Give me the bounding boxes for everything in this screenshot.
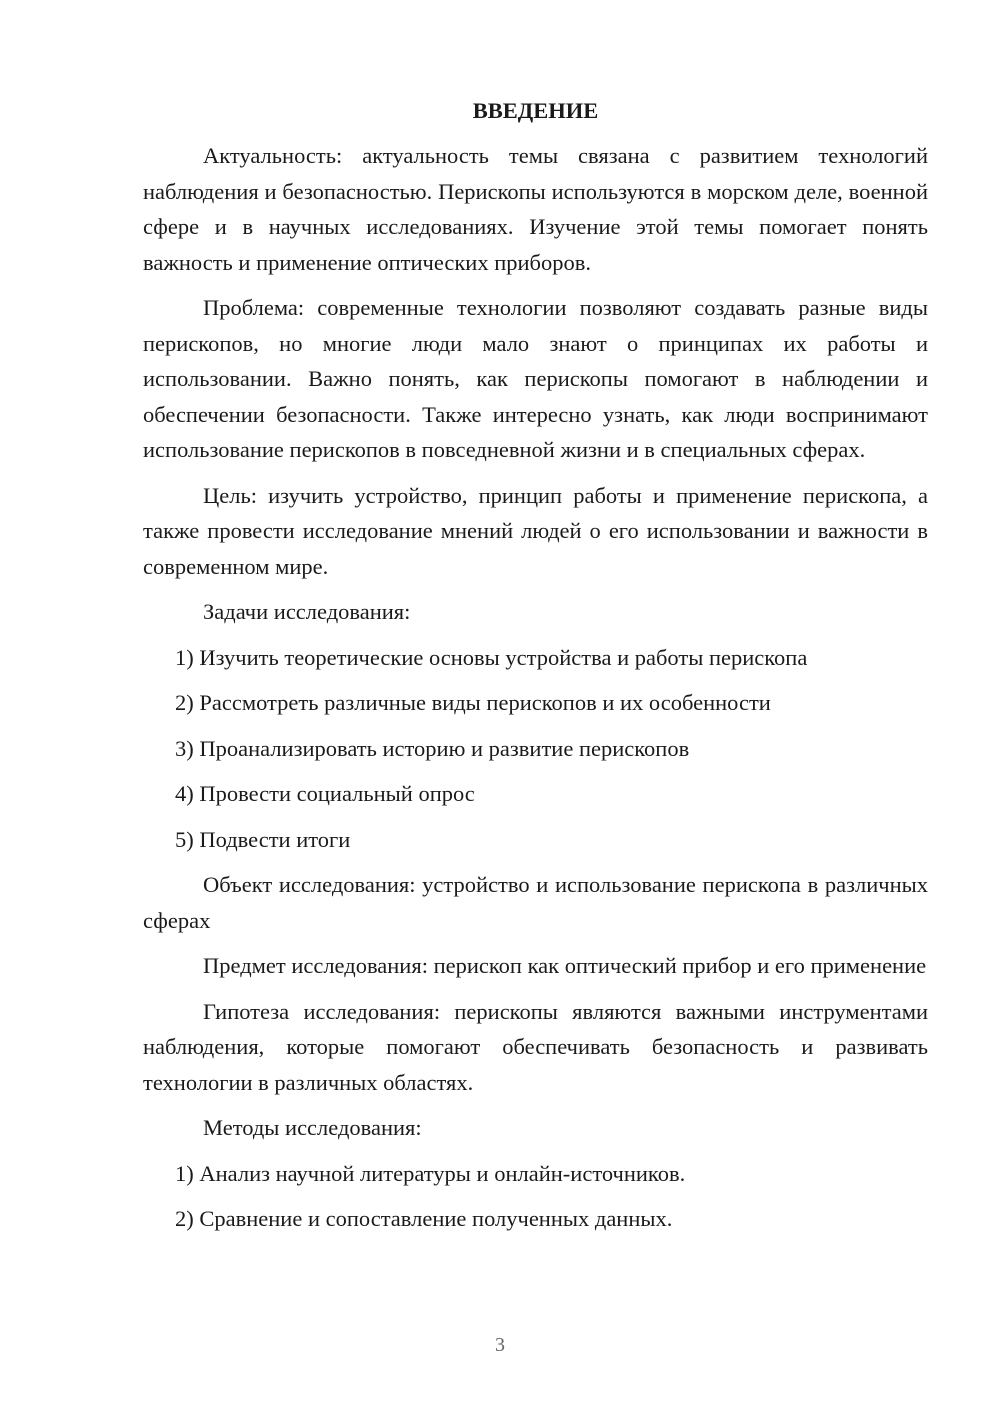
list-item: 1) Изучить теоретические основы устройства и работы перископа <box>175 644 808 670</box>
section-title: ВВЕДЕНИЕ <box>472 98 599 123</box>
object-paragraph: Объект исследования: устройство и использование перископа в различных сферах <box>143 872 928 933</box>
list-item: 5) Подвести итоги <box>175 826 351 852</box>
subject-paragraph: Предмет исследования: перископ как оптический прибор и его применение <box>203 953 927 978</box>
methods-list <box>143 1156 928 1237</box>
list-item: 3) Проанализировать историю и развитие перископов <box>175 735 690 761</box>
tasks-heading: Задачи исследования: <box>203 599 411 624</box>
methods-heading: Методы исследования: <box>203 1115 422 1140</box>
page-number: 3 <box>495 1334 505 1356</box>
list-item: 2) Сравнение и сопоставление полученных данных. <box>175 1206 673 1231</box>
problem-paragraph: Проблема: современные технологии позволяют создавать разные виды перископов, но многие люди мало знают о принципах их работы и использовании. Важно понять, как перископы помогают в наблюдении и обеспечении безопасности. Также интересно узнать, как люди воспринимают использование перископов в повседневной жизни и в специальных сферах. <box>143 295 928 462</box>
relevance-paragraph: Актуальность: актуальность темы связана с развитием технологий наблюдения и безопасностью. Перископы используются в морском деле, военной сфере и в научных исследованиях. Изучение этой темы помогает понять важность и применение оптических приборов. <box>143 143 928 275</box>
list-item: 1) Анализ научной литературы и онлайн-источников. <box>175 1160 686 1186</box>
goal-paragraph: Цель: изучить устройство, принцип работы и применение перископа, а также провести исследование мнений людей о его использовании и важности в современном мире. <box>143 482 928 579</box>
list-item: 2) Рассмотреть различные виды перископов и их особенности <box>175 690 771 715</box>
list-item: 4) Провести социальный опрос <box>175 781 475 806</box>
tasks-list <box>143 640 928 858</box>
page-content <box>143 94 928 1247</box>
hypothesis-paragraph: Гипотеза исследования: перископы являются важными инструментами наблюдения, которые помогают обеспечивать безопасность и развивать технологии в различных областях. <box>143 998 928 1095</box>
